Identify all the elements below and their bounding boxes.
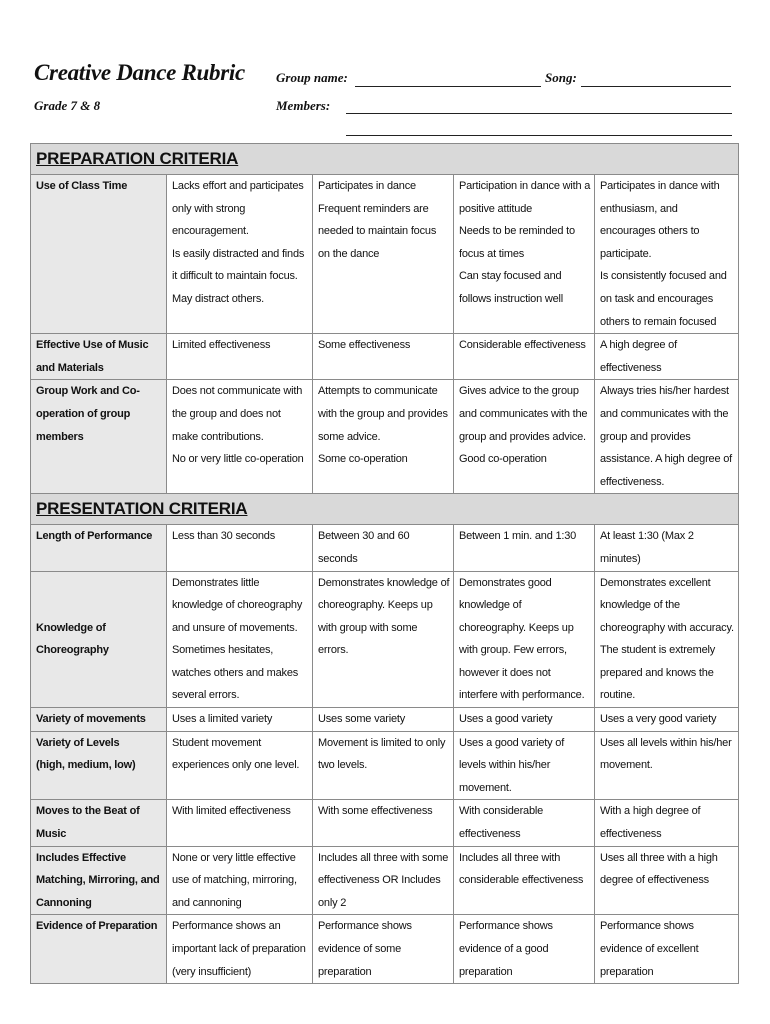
rubric-table [30, 143, 739, 984]
rubric-row [31, 731, 739, 800]
level-4-cell: Uses a very good variety [595, 708, 739, 732]
members-field-line-1[interactable] [346, 113, 732, 114]
level-3-cell: Performance shows evidence of a good preparation [454, 915, 595, 984]
song-field[interactable] [581, 86, 731, 87]
section-header-preparation [31, 144, 739, 175]
rubric-row [31, 525, 739, 571]
criterion-label: Use of Class Time [31, 175, 167, 334]
section-title: PRESENTATION CRITERIA [36, 499, 248, 519]
level-1-cell: Less than 30 seconds [167, 525, 313, 571]
rubric-row [31, 571, 739, 708]
group-name-field[interactable] [355, 86, 541, 87]
level-4-cell: At least 1:30 (Max 2 minutes) [595, 525, 739, 571]
rubric-row [31, 380, 739, 494]
song-label: Song: [545, 70, 577, 85]
level-1-cell: Does not communicate with the group and does not make contributions. No or very little co-operation [167, 380, 313, 494]
rubric-row [31, 915, 739, 984]
criterion-label: Includes Effective Matching, Mirroring, and Cannoning [31, 846, 167, 915]
grade-label: Grade 7 & 8 [34, 98, 101, 113]
level-2-cell: Uses some variety [313, 708, 454, 732]
group-name-label: Group name: [276, 70, 348, 85]
level-2-cell: Participates in dance Frequent reminders are needed to maintain focus on the dance [313, 175, 454, 334]
criterion-label: Length of Performance [31, 525, 167, 571]
criterion-label: Effective Use of Music and Materials [31, 334, 167, 380]
criterion-label: Evidence of Preparation [31, 915, 167, 984]
level-2-cell: Attempts to communicate with the group and provides some advice. Some co-operation [313, 380, 454, 494]
section-header-presentation [31, 494, 739, 525]
level-3-cell: Considerable effectiveness [454, 334, 595, 380]
level-4-cell: Demonstrates excellent knowledge of the choreography with accuracy. The student is extremely prepared and knows the routine. [595, 571, 739, 708]
rubric-header [0, 0, 770, 143]
level-1-cell: None or very little effective use of matching, mirroring, and cannoning [167, 846, 313, 915]
level-1-cell: Performance shows an important lack of preparation (very insufficient) [167, 915, 313, 984]
members-field-line-2[interactable] [346, 135, 732, 136]
level-4-cell: Performance shows evidence of excellent preparation [595, 915, 739, 984]
rubric-row [31, 708, 739, 732]
level-4-cell: Always tries his/her hardest and communicates with the group and provides assistance. A high degree of effectiveness. [595, 380, 739, 494]
page-title: Creative Dance Rubric [34, 60, 245, 85]
rubric-row [31, 334, 739, 380]
criterion-label: Group Work and Co-operation of group members [31, 380, 167, 494]
level-2-cell: Some effectiveness [313, 334, 454, 380]
level-3-cell: Demonstrates good knowledge of choreography. Keeps up with group. Few errors, however it does not interfere with performance. [454, 571, 595, 708]
level-1-cell: Demonstrates little knowledge of choreography and unsure of movements. Sometimes hesitates, watches others and makes several errors. [167, 571, 313, 708]
level-1-cell: Limited effectiveness [167, 334, 313, 380]
level-2-cell: Demonstrates knowledge of choreography. Keeps up with group with some errors. [313, 571, 454, 708]
criterion-label: Moves to the Beat of Music [31, 800, 167, 846]
level-4-cell: Uses all levels within his/her movement. [595, 731, 739, 800]
level-1-cell: With limited effectiveness [167, 800, 313, 846]
level-2-cell: Between 30 and 60 seconds [313, 525, 454, 571]
level-4-cell: With a high degree of effectiveness [595, 800, 739, 846]
rubric-row [31, 175, 739, 334]
level-1-cell: Student movement experiences only one level. [167, 731, 313, 800]
level-3-cell: Uses a good variety [454, 708, 595, 732]
level-2-cell: Includes all three with some effectiveness OR Includes only 2 [313, 846, 454, 915]
level-1-cell: Uses a limited variety [167, 708, 313, 732]
level-2-cell: Performance shows evidence of some preparation [313, 915, 454, 984]
criterion-label: Variety of movements [31, 708, 167, 732]
criterion-label: Variety of Levels (high, medium, low) [31, 731, 167, 800]
level-3-cell: Uses a good variety of levels within his/her movement. [454, 731, 595, 800]
level-4-cell: Participates in dance with enthusiasm, and encourages others to participate. Is consistently focused and on task and encourages others to remain focused [595, 175, 739, 334]
rubric-row [31, 846, 739, 915]
level-3-cell: Between 1 min. and 1:30 [454, 525, 595, 571]
level-1-cell: Lacks effort and participates only with strong encouragement. Is easily distracted and finds it difficult to maintain focus. May distract others. [167, 175, 313, 334]
members-label: Members: [276, 98, 331, 113]
level-2-cell: Movement is limited to only two levels. [313, 731, 454, 800]
level-4-cell: Uses all three with a high degree of effectiveness [595, 846, 739, 915]
level-3-cell: Gives advice to the group and communicates with the group and provides advice. Good co-operation [454, 380, 595, 494]
rubric-row [31, 800, 739, 846]
level-3-cell: Includes all three with considerable effectiveness [454, 846, 595, 915]
level-2-cell: With some effectiveness [313, 800, 454, 846]
level-4-cell: A high degree of effectiveness [595, 334, 739, 380]
level-3-cell: With considerable effectiveness [454, 800, 595, 846]
level-3-cell: Participation in dance with a positive attitude Needs to be reminded to focus at times Can stay focused and follows instruction well [454, 175, 595, 334]
criterion-label: Knowledge of Choreography [31, 571, 167, 708]
section-title: PREPARATION CRITERIA [36, 149, 239, 168]
